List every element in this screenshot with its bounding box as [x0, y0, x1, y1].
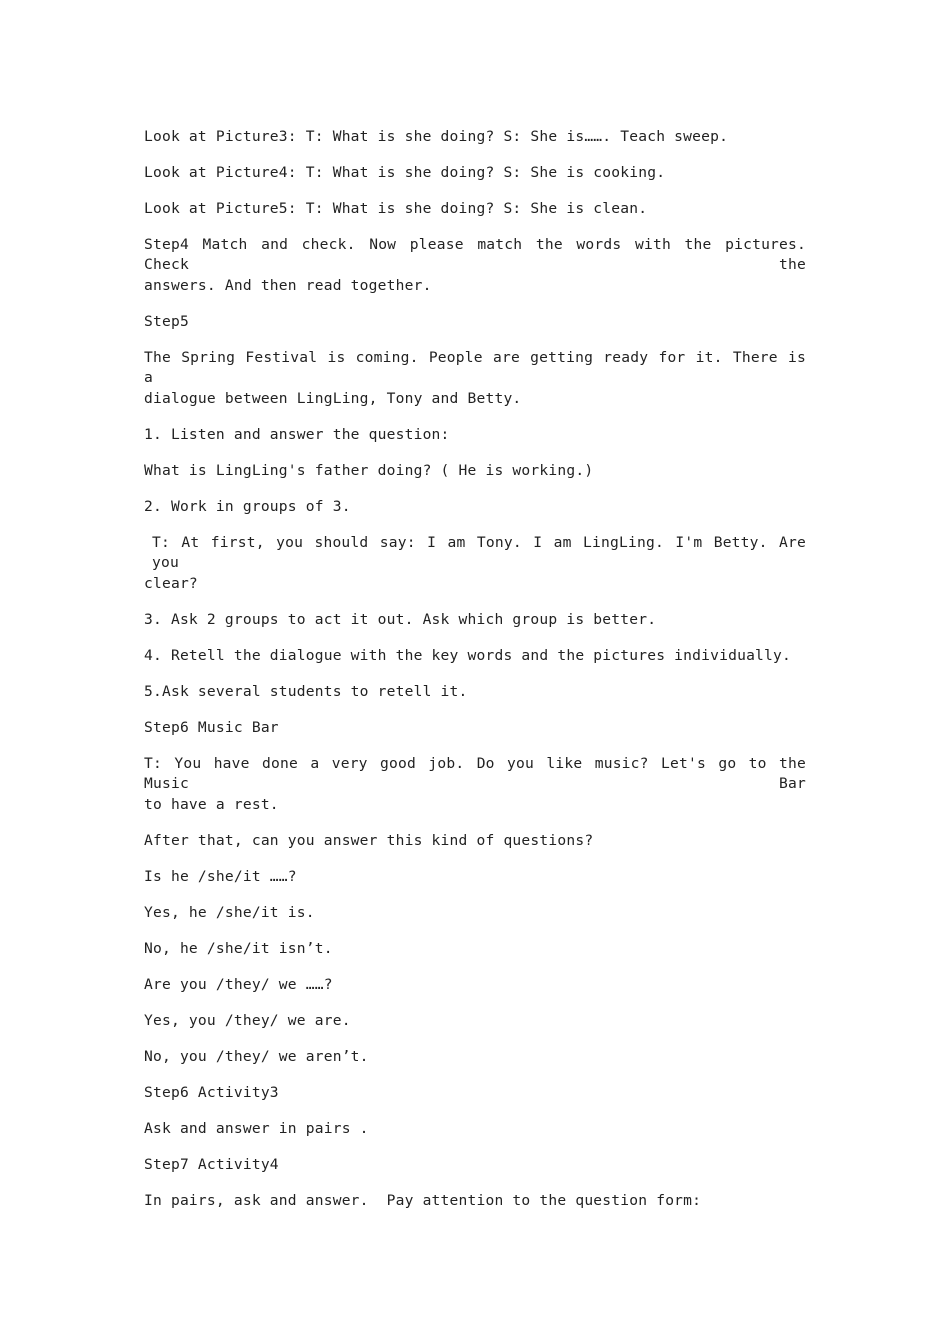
text-line: What is LingLing's father doing? ( He is working.) [144, 462, 594, 479]
text-line: T: You have done a very good job. Do you like music? Let's go to the Music Bar [144, 755, 806, 792]
text-line: 3. Ask 2 groups to act it out. Ask which group is better. [144, 611, 657, 628]
text-line: Is he /she/it ……? [144, 868, 297, 885]
text-line: The Spring Festival is coming. People are getting ready for it. There is a [144, 349, 806, 386]
text-line: dialogue between LingLing, Tony and Betty. [144, 390, 522, 407]
text-line: No, he /she/it isn’t. [144, 940, 333, 957]
step-heading: Step6 Music Bar [144, 719, 279, 736]
text-line: No, you /they/ we aren’t. [144, 1048, 369, 1065]
text-line: T: At first, you should say: I am Tony. I am LingLing. I'm Betty. Are you [152, 534, 806, 571]
text-line: Look at Picture5: T: What is she doing? S: She is clean. [144, 200, 648, 217]
text-line: answers. And then read together. [144, 277, 432, 294]
step-heading: Step5 [144, 313, 189, 330]
text-line: Look at Picture4: T: What is she doing? S: She is cooking. [144, 164, 666, 181]
text-line: 1. Listen and answer the question: [144, 426, 450, 443]
step-heading: Step7 Activity4 [144, 1156, 279, 1173]
text-line: Ask and answer in pairs . [144, 1120, 369, 1137]
text-line: Are you /they/ we ……? [144, 976, 333, 993]
text-line: 2. Work in groups of 3. [144, 498, 351, 515]
text-line: 4. Retell the dialogue with the key words and the pictures individually. [144, 647, 792, 664]
text-line: to have a rest. [144, 796, 279, 813]
text-line: Step4 Match and check. Now please match the words with the pictures. Check the [144, 236, 806, 273]
text-line: Look at Picture3: T: What is she doing? S: She is……. Teach sweep. [144, 128, 729, 145]
text-line: Yes, you /they/ we are. [144, 1012, 351, 1029]
text-line: Yes, he /she/it is. [144, 904, 315, 921]
text-line: 5.Ask several students to retell it. [144, 683, 468, 700]
text-line: In pairs, ask and answer. Pay attention to the question form: [144, 1192, 702, 1209]
step-heading: Step6 Activity3 [144, 1084, 279, 1101]
text-line: After that, can you answer this kind of questions? [144, 832, 594, 849]
text-line: clear? [144, 575, 198, 592]
